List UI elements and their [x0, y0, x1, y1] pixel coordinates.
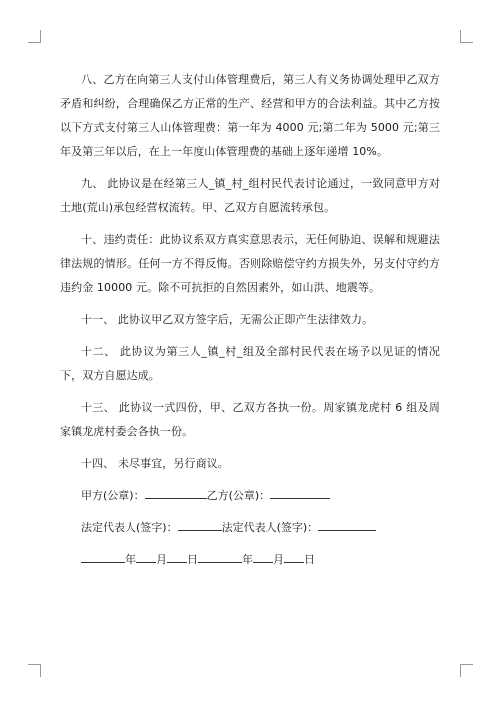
- date-a-day: 日: [187, 553, 198, 566]
- party-a-blank: [145, 486, 207, 499]
- clause-11: 十一、 此协议甲乙双方签字后，无需公正即产生法律效力。: [81, 313, 374, 326]
- signature-line-parties: [60, 484, 440, 508]
- date-b-month: 月: [273, 553, 284, 566]
- signature-line-representatives: [60, 516, 440, 540]
- rep-b-blank: [318, 518, 376, 531]
- date-b-day-blank: [284, 550, 304, 563]
- date-a-year-blank: [81, 550, 125, 563]
- crop-mark-bottom-right: [460, 664, 473, 677]
- party-b-blank: [270, 486, 330, 499]
- date-b-year: 年: [242, 553, 253, 566]
- crop-mark-bottom-left: [28, 664, 41, 677]
- clause-14: 十四、 未尽事宜，另行商议。: [81, 457, 229, 470]
- date-b-year-blank: [198, 550, 242, 563]
- clause-12: 十二、 此协议为第三人_镇_村_组及全部村民代表在场予以见证的情况下，双方自愿达成。: [60, 345, 440, 382]
- date-a-month-blank: [136, 550, 156, 563]
- clause-9: 九、 此协议是在经第三人_镇_村_组村民代表讨论通过，一致同意甲方对土地(荒山)承包经营权流转。甲、乙双方自愿流转承包。: [60, 177, 440, 214]
- party-a-label: 甲方(公章)：: [81, 489, 145, 502]
- clause-13: 十三、 此协议一式四份，甲、乙双方各执一份。周家镇龙虎村 6 组及周家镇龙虎村委会各执一份。: [60, 401, 440, 438]
- date-b-day: 日: [304, 553, 315, 566]
- date-a-day-blank: [167, 550, 187, 563]
- date-b-month-blank: [253, 550, 273, 563]
- clause-8: 八、乙方在向第三人支付山体管理费后，第三人有义务协调处理甲乙双方矛盾和纠纷，合理确保乙方正常的生产、经营和甲方的合法利益。其中乙方按以下方式支付第三人山体管理费：第一年为 4000 元;第二年为 5000 元;第三年及第三年以后，在上一年度山体管理费的基础上逐年递增 10%。: [60, 73, 440, 158]
- clause-10: 十、违约责任：此协议系双方真实意思表示，无任何胁迫、误解和规避法律法规的情形。任何一方不得反悔。否则除赔偿守约方损失外，另支付守约方违约金 10000 元。除不可抗拒的自然因素外，如山洪、地震等。: [60, 233, 440, 294]
- crop-mark-top-left: [28, 30, 41, 43]
- document-body: [60, 68, 440, 580]
- date-a-year: 年: [125, 553, 136, 566]
- party-b-label: 乙方(公章)：: [206, 489, 271, 502]
- date-a-month: 月: [156, 553, 167, 566]
- rep-a-blank: [178, 518, 222, 531]
- rep-a-label: 法定代表人(签字)：: [81, 521, 178, 534]
- rep-b-label: 法定代表人(签字)：: [221, 521, 319, 534]
- crop-mark-top-right: [460, 30, 473, 43]
- signature-line-dates: [60, 548, 440, 572]
